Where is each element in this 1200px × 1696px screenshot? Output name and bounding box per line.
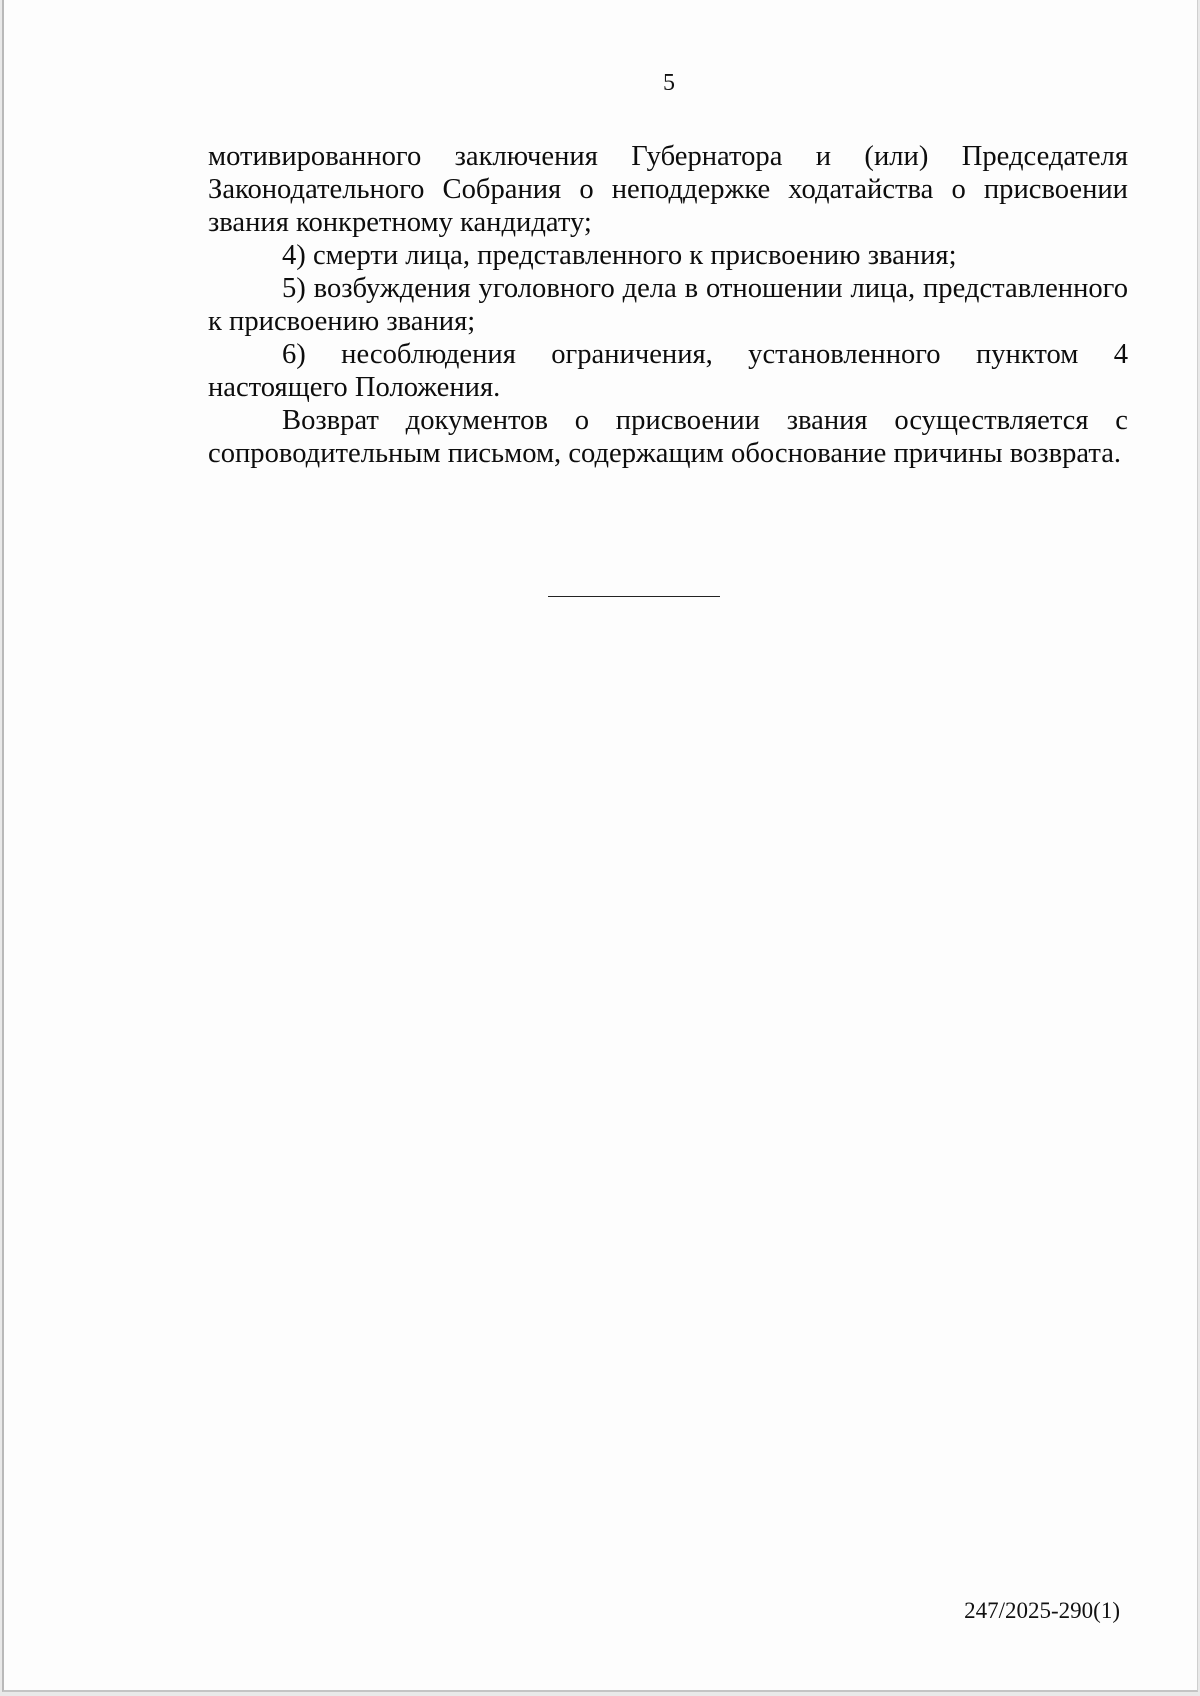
page-number: 5 xyxy=(663,70,675,96)
list-item-6: 6) несоблюдения ограничения, установленного пунктом 4 настоящего Положения. xyxy=(208,339,1128,403)
end-of-text-rule xyxy=(548,596,720,597)
list-item-4: 4) смерти лица, представленного к присвоению звания; xyxy=(282,240,957,271)
document-number: 247/2025-290(1) xyxy=(964,1598,1120,1623)
paragraph-continuation: мотивированного заключения Губернатора и (или) Председателя Законодательного Собрания о неподдержке ходатайства о присвоении звания конкретному кандидату; xyxy=(208,141,1128,238)
list-item-5: 5) возбуждения уголовного дела в отношении лица, представленного к присвоению звания; xyxy=(208,273,1128,337)
paragraph-return-documents: Возврат документов о присвоении звания осуществляется с сопроводительным письмом, содержащим обоснование причины возврата. xyxy=(208,405,1128,469)
document-body xyxy=(208,140,1128,470)
document-page xyxy=(2,0,1198,1692)
